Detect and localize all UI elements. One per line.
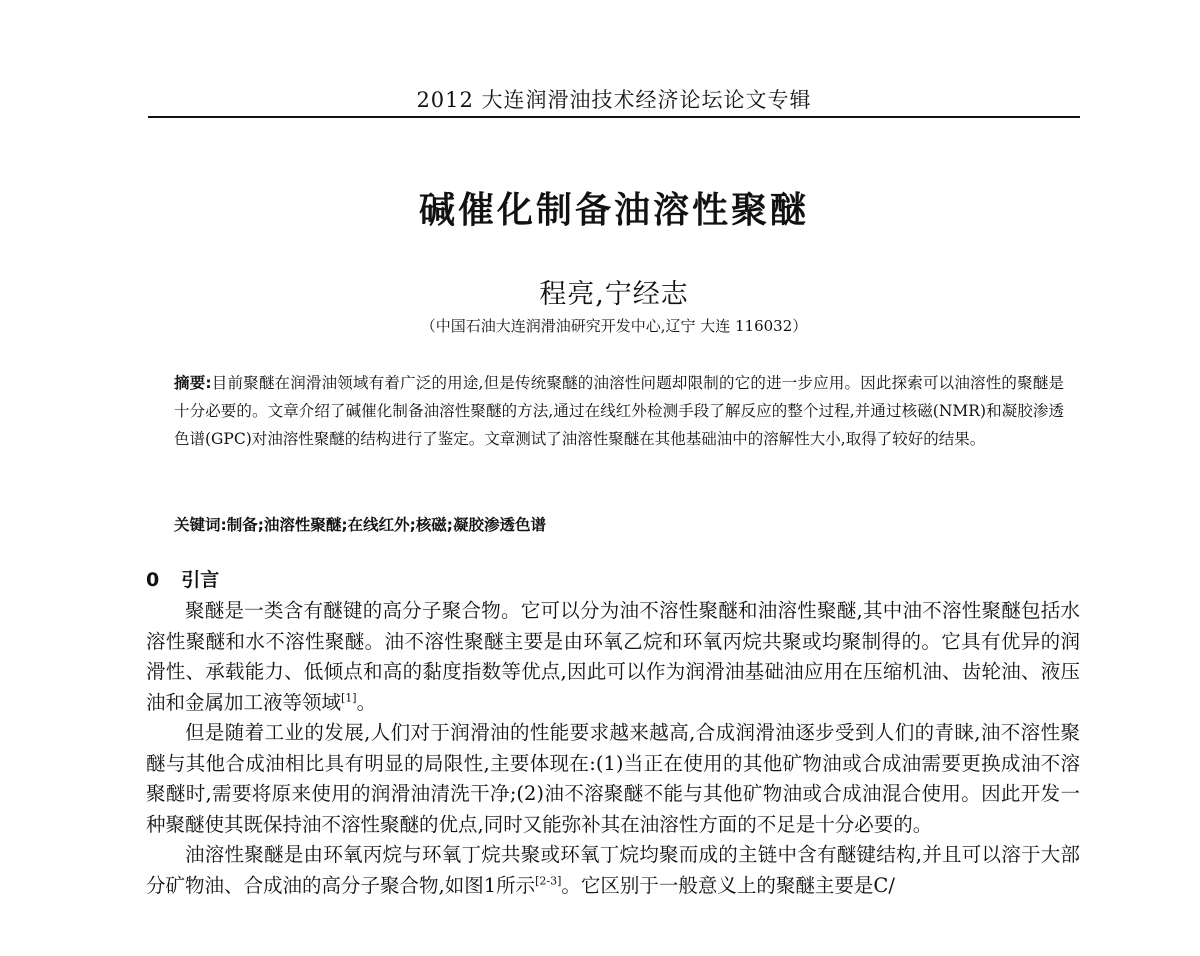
paragraph-3-text: 油溶性聚醚是由环氧丙烷与环氧丁烷共聚或环氧丁烷均聚而成的主链中含有醚键结构,并且可以溶于大部分矿物油、合成油的高分子聚合物,如图1所示 <box>146 843 1080 897</box>
citation-ref: [1] <box>341 691 357 704</box>
header-rule <box>148 116 1080 118</box>
paper-title: 碱催化制备油溶性聚醚 <box>418 190 809 231</box>
keywords-label: 关键词: <box>174 516 227 534</box>
citation-ref: [2-3] <box>535 874 562 887</box>
body-text <box>146 596 1080 901</box>
paragraph-3 <box>146 840 1080 901</box>
paragraph-3-end: 。它区别于一般意义上的聚醚主要是C/ <box>561 873 895 897</box>
authors: 程亮,宁经志 <box>539 279 689 310</box>
abstract-text: 目前聚醚在润滑油领域有着广泛的用途,但是传统聚醚的油溶性问题却限制的它的进一步应用。因此探索可以油溶性的聚醚是十分必要的。文章介绍了碱催化制备油溶性聚醚的方法,通过在线红外检测手段了解反应的整个过程,并通过核磁(NMR)和凝胶渗透色谱(GPC)对油溶性聚醚的结构进行了鉴定。文章测试了油溶性聚醚在其他基础油中的溶解性大小,取得了较好的结果。 <box>174 374 1065 448</box>
affiliation: （中国石油大连润滑油研究开发中心,辽宁 大连 116032） <box>420 317 808 335</box>
paragraph-2: 但是随着工业的发展,人们对于润滑油的性能要求越来越高,合成润滑油逐步受到人们的青睐,油不溶性聚醚与其他合成油相比具有明显的局限性,主要体现在:(1)当正在使用的其他矿物油或合成油需要更换成油不溶聚醚时,需要将原来使用的润滑油清洗干净;(2)油不溶聚醚不能与其他矿物油或合成油混合使用。因此开发一种聚醚使其既保持油不溶性聚醚的优点,同时又能弥补其在油溶性方面的不足是十分必要的。 <box>146 721 1080 836</box>
running-header: 2012 大连润滑油技术经济论坛论文专辑 <box>416 88 812 112</box>
paragraph-1-text: 聚醚是一类含有醚键的高分子聚合物。它可以分为油不溶性聚醚和油溶性聚醚,其中油不溶性聚醚包括水溶性聚醚和水不溶性聚醚。油不溶性聚醚主要是由环氧乙烷和环氧丙烷共聚或均聚制得的。它具有优异的润滑性、承载能力、低倾点和高的黏度指数等优点,因此可以作为润滑油基础油应用在压缩机油、齿轮油、液压油和金属加工液等领域 <box>146 599 1080 714</box>
section-title: 引言 <box>181 569 220 591</box>
paragraph-1-end: 。 <box>356 690 377 714</box>
abstract <box>174 369 1064 453</box>
section-number: 0 <box>146 569 160 591</box>
paragraph-1 <box>146 596 1080 718</box>
keywords-text: 制备;油溶性聚醚;在线红外;核磁;凝胶渗透色谱 <box>226 516 546 534</box>
keywords <box>174 513 1064 535</box>
abstract-label: 摘要: <box>174 374 212 392</box>
section-heading <box>146 565 219 592</box>
